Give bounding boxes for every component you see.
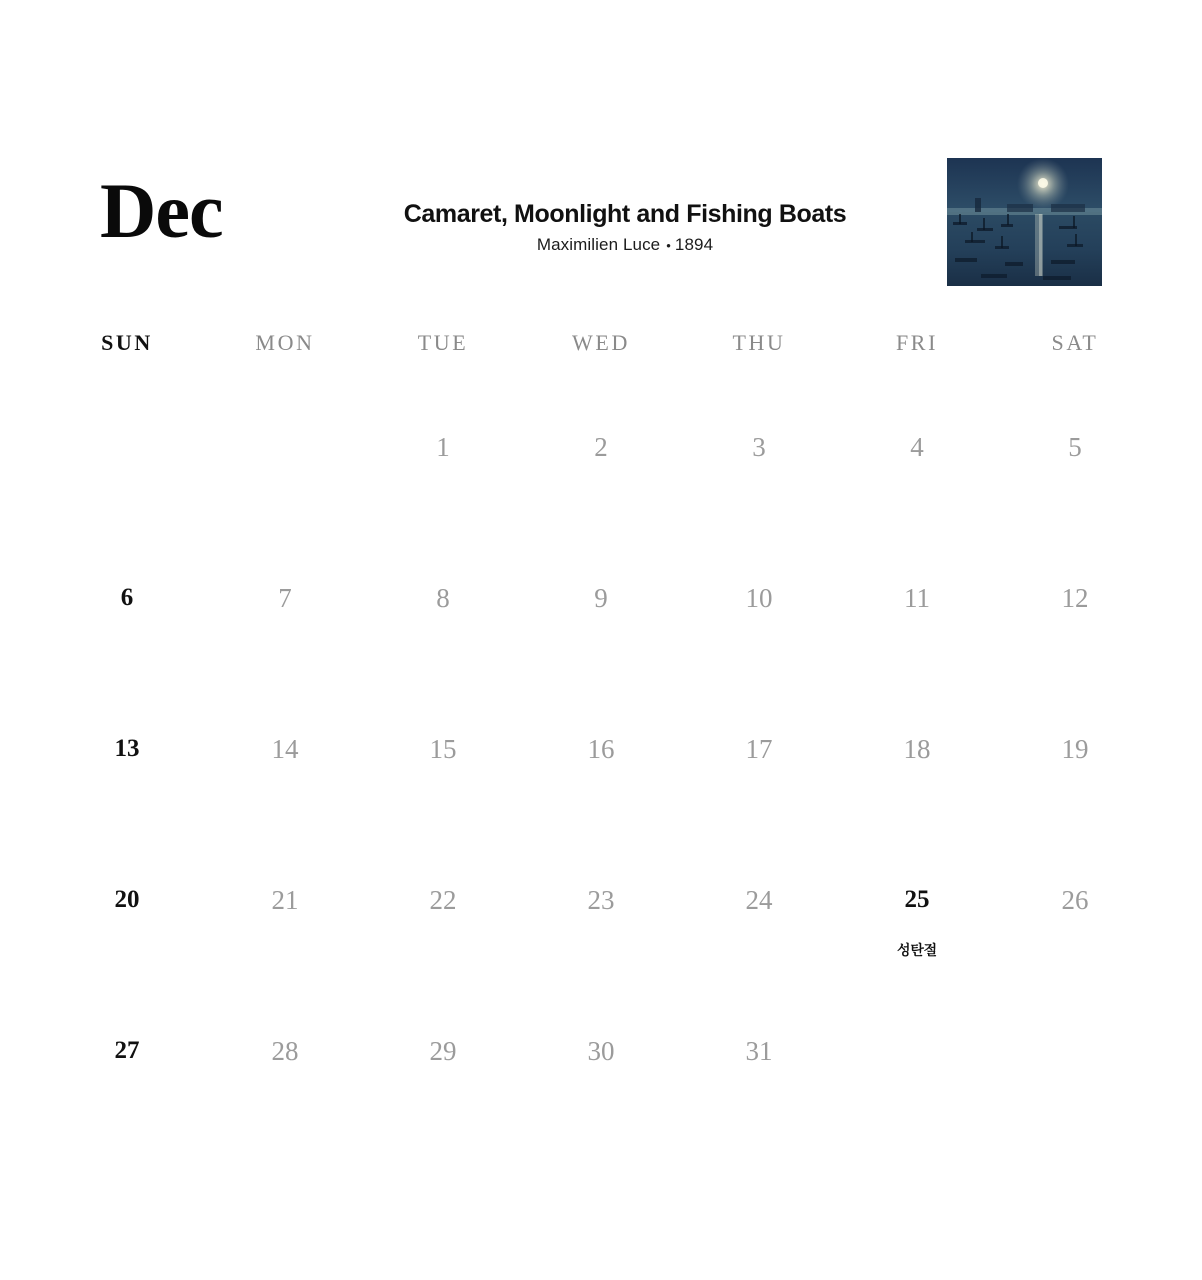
calendar-day-cell[interactable] (364, 881, 522, 1032)
weekday-fri: FRI (895, 330, 939, 355)
day-number: 30 (587, 1036, 615, 1066)
day-number: 24 (745, 885, 773, 915)
artwork-credit (330, 235, 920, 255)
calendar-day-cell[interactable] (522, 428, 680, 579)
calendar-day-cell[interactable] (364, 730, 522, 881)
calendar-day-cell[interactable] (522, 579, 680, 730)
day-number: 4 (910, 432, 924, 462)
calendar-day-cell[interactable] (680, 730, 838, 881)
calendar-week-row (48, 1032, 1154, 1183)
day-number: 12 (1061, 583, 1089, 613)
day-number: 3 (752, 432, 766, 462)
day-number: 7 (278, 583, 292, 613)
weekday-thu: THU (732, 330, 786, 355)
day-number: 9 (594, 583, 608, 613)
weekday-header-row (48, 330, 1154, 390)
calendar-day-cell[interactable] (680, 579, 838, 730)
day-number: 28 (271, 1036, 299, 1066)
day-number: 23 (587, 885, 615, 915)
weekday-sun: SUN (101, 330, 153, 355)
day-number: 26 (1061, 885, 1089, 915)
day-number: 27 (114, 1037, 140, 1064)
calendar-header (0, 150, 1202, 300)
day-number: 17 (745, 734, 773, 764)
day-number: 14 (271, 734, 299, 764)
calendar-day-cell[interactable] (206, 881, 364, 1032)
day-number: 31 (745, 1036, 773, 1066)
day-number: 2 (594, 432, 608, 462)
calendar-day-cell[interactable] (996, 730, 1154, 881)
day-number: 19 (1061, 734, 1089, 764)
holiday-label: 성탄절 (897, 942, 937, 958)
day-number: 20 (114, 886, 140, 913)
calendar-day-cell[interactable] (838, 579, 996, 730)
day-number: 16 (587, 734, 615, 764)
calendar-week-row (48, 730, 1154, 881)
day-number: 10 (745, 583, 773, 613)
day-number: 8 (436, 583, 450, 613)
calendar-week-row (48, 428, 1154, 579)
artwork-thumbnail (947, 158, 1102, 286)
calendar-day-cell[interactable] (522, 730, 680, 881)
calendar-empty-cell (206, 428, 364, 579)
artwork-info (330, 200, 920, 255)
calendar-day-cell[interactable] (48, 730, 206, 881)
day-number: 13 (114, 735, 140, 762)
weekday-mon: MON (255, 330, 315, 355)
calendar-day-cell[interactable] (680, 881, 838, 1032)
month-title: Dec (100, 167, 223, 254)
weekday-wed: WED (572, 330, 630, 355)
calendar-day-cell[interactable] (838, 428, 996, 579)
artwork-year: 1894 (674, 234, 714, 254)
calendar-day-cell[interactable] (364, 1032, 522, 1183)
calendar-day-cell[interactable] (364, 428, 522, 579)
day-number: 29 (429, 1036, 457, 1066)
calendar-day-cell[interactable] (838, 881, 996, 1032)
calendar-day-cell[interactable] (522, 881, 680, 1032)
calendar-day-cell[interactable] (364, 579, 522, 730)
calendar-empty-cell (996, 1032, 1154, 1183)
calendar-day-cell[interactable] (206, 730, 364, 881)
calendar-empty-cell (48, 428, 206, 579)
painting-image (947, 158, 1102, 286)
artwork-title: Camaret, Moonlight and Fishing Boats (403, 200, 847, 228)
calendar-day-cell[interactable] (206, 579, 364, 730)
artwork-artist: Maximilien Luce (536, 234, 661, 254)
calendar-day-cell[interactable] (206, 1032, 364, 1183)
calendar-day-cell[interactable] (838, 730, 996, 881)
day-number: 15 (429, 734, 457, 764)
calendar-day-cell[interactable] (48, 881, 206, 1032)
day-number: 1 (436, 432, 450, 462)
calendar-grid (48, 330, 1154, 1183)
day-number: 5 (1068, 432, 1082, 462)
calendar-weeks (48, 428, 1154, 1183)
calendar-day-cell[interactable] (48, 1032, 206, 1183)
day-number: 6 (120, 584, 134, 611)
day-number: 25 (904, 886, 930, 913)
calendar-week-row (48, 579, 1154, 730)
calendar-day-cell[interactable] (522, 1032, 680, 1183)
calendar-day-cell[interactable] (996, 579, 1154, 730)
calendar-day-cell[interactable] (680, 428, 838, 579)
credit-separator: • (666, 237, 671, 253)
calendar-empty-cell (838, 1032, 996, 1183)
day-number: 11 (904, 583, 930, 613)
weekday-sat: SAT (1051, 330, 1099, 355)
calendar-day-cell[interactable] (996, 428, 1154, 579)
calendar-day-cell[interactable] (48, 579, 206, 730)
day-number: 18 (903, 734, 931, 764)
weekday-tue: TUE (417, 330, 469, 355)
calendar-day-cell[interactable] (996, 881, 1154, 1032)
calendar-day-cell[interactable] (680, 1032, 838, 1183)
day-number: 22 (429, 885, 457, 915)
day-number: 21 (271, 885, 299, 915)
calendar-week-row (48, 881, 1154, 1032)
